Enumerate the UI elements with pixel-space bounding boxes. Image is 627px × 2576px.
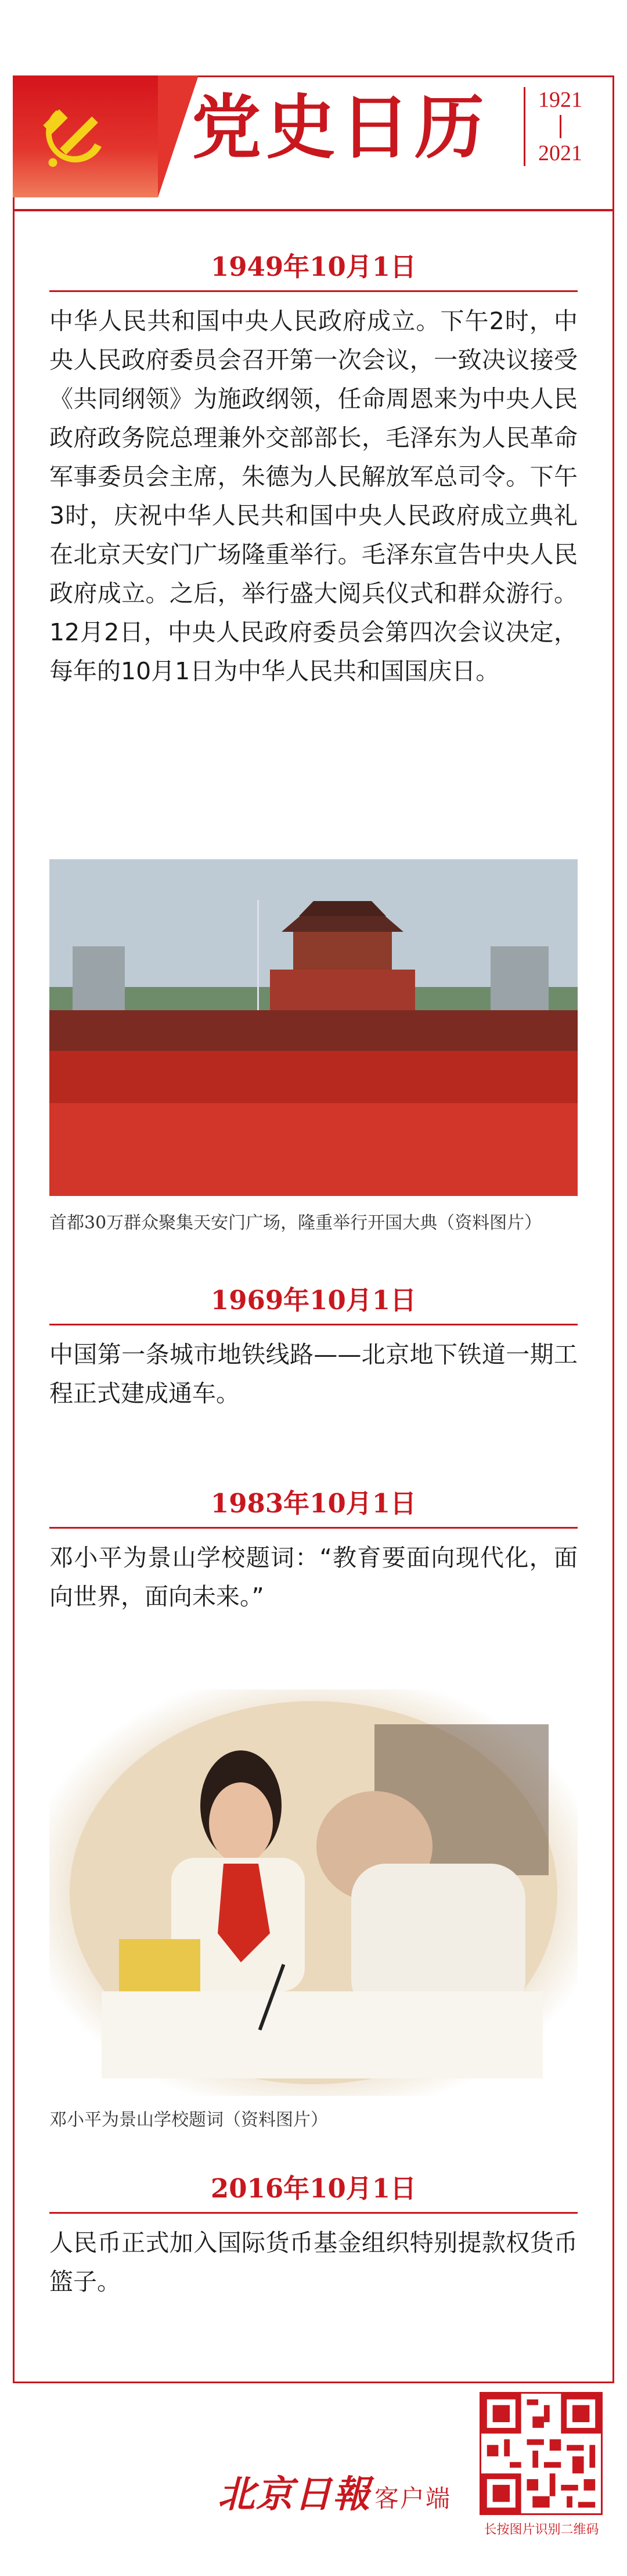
entry-date: 2016年10月1日 [210, 2173, 417, 2204]
qr-code-icon [481, 2394, 601, 2513]
date-divider [49, 1527, 578, 1529]
entry-text: 人民币正式加入国际货币基金组织特别提款权货币篮子。 [49, 2229, 578, 2296]
qr-code[interactable] [480, 2392, 603, 2515]
entry-text: 邓小平为景山学校题词：“教育要面向现代化，面向世界，面向未来。” [49, 1544, 578, 1611]
year-range [524, 87, 595, 166]
entry-text: 中华人民共和国中央人民政府成立。下午2时，中央人民政府委员会召开第一次会议，一致决议接受《共同纲领》为施政纲领，任命周恩来为中央人民政府政务院总理兼外交部部长，毛泽东为人民革命军事委员会主席，朱德为人民解放军总司令。下午3时，庆祝中华人民共和国中央人民政府成立典礼在北京天安门广场隆重举行。毛泽东宣告中央人民政府成立。之后，举行盛大阅兵仪式和群众游行。12月2日，中央人民政府委员会第四次会议决定，每年的10月1日为中华人民共和国国庆日。 [49, 307, 578, 685]
hammer-and-sickle-icon [30, 93, 117, 180]
entry-date: 1983年10月1日 [210, 1488, 417, 1519]
logo-text: 北京日報 [218, 2473, 371, 2516]
logo-suffix: 客户端 [374, 2484, 452, 2513]
photo-caption: 首都30万群众聚集天安门广场，隆重举行开国大典（资料图片） [49, 1213, 542, 1233]
inscription-photo [49, 1689, 578, 2096]
entry-text: 中国第一条城市地铁线路——北京地下铁道一期工程正式建成通车。 [49, 1341, 578, 1407]
founding-ceremony-photo [49, 859, 578, 1196]
qr-label: 长按图片识别二维码 [484, 2523, 599, 2537]
year-end: 2021 [538, 141, 582, 165]
year-start: 1921 [538, 88, 582, 112]
header-divider [13, 209, 614, 211]
date-divider [49, 290, 578, 292]
inscription-illustration [49, 1689, 578, 2096]
entry-date: 1969年10月1日 [210, 1285, 417, 1316]
photo-caption: 邓小平为景山学校题词（资料图片） [49, 2110, 328, 2130]
entry-date: 1949年10月1日 [210, 251, 417, 282]
date-divider [49, 2212, 578, 2214]
year-divider [560, 115, 561, 138]
date-divider [49, 1324, 578, 1325]
page-title: 党史日历 [192, 87, 489, 168]
tiananmen-illustration [49, 859, 578, 1196]
newspaper-logo [218, 2465, 451, 2518]
